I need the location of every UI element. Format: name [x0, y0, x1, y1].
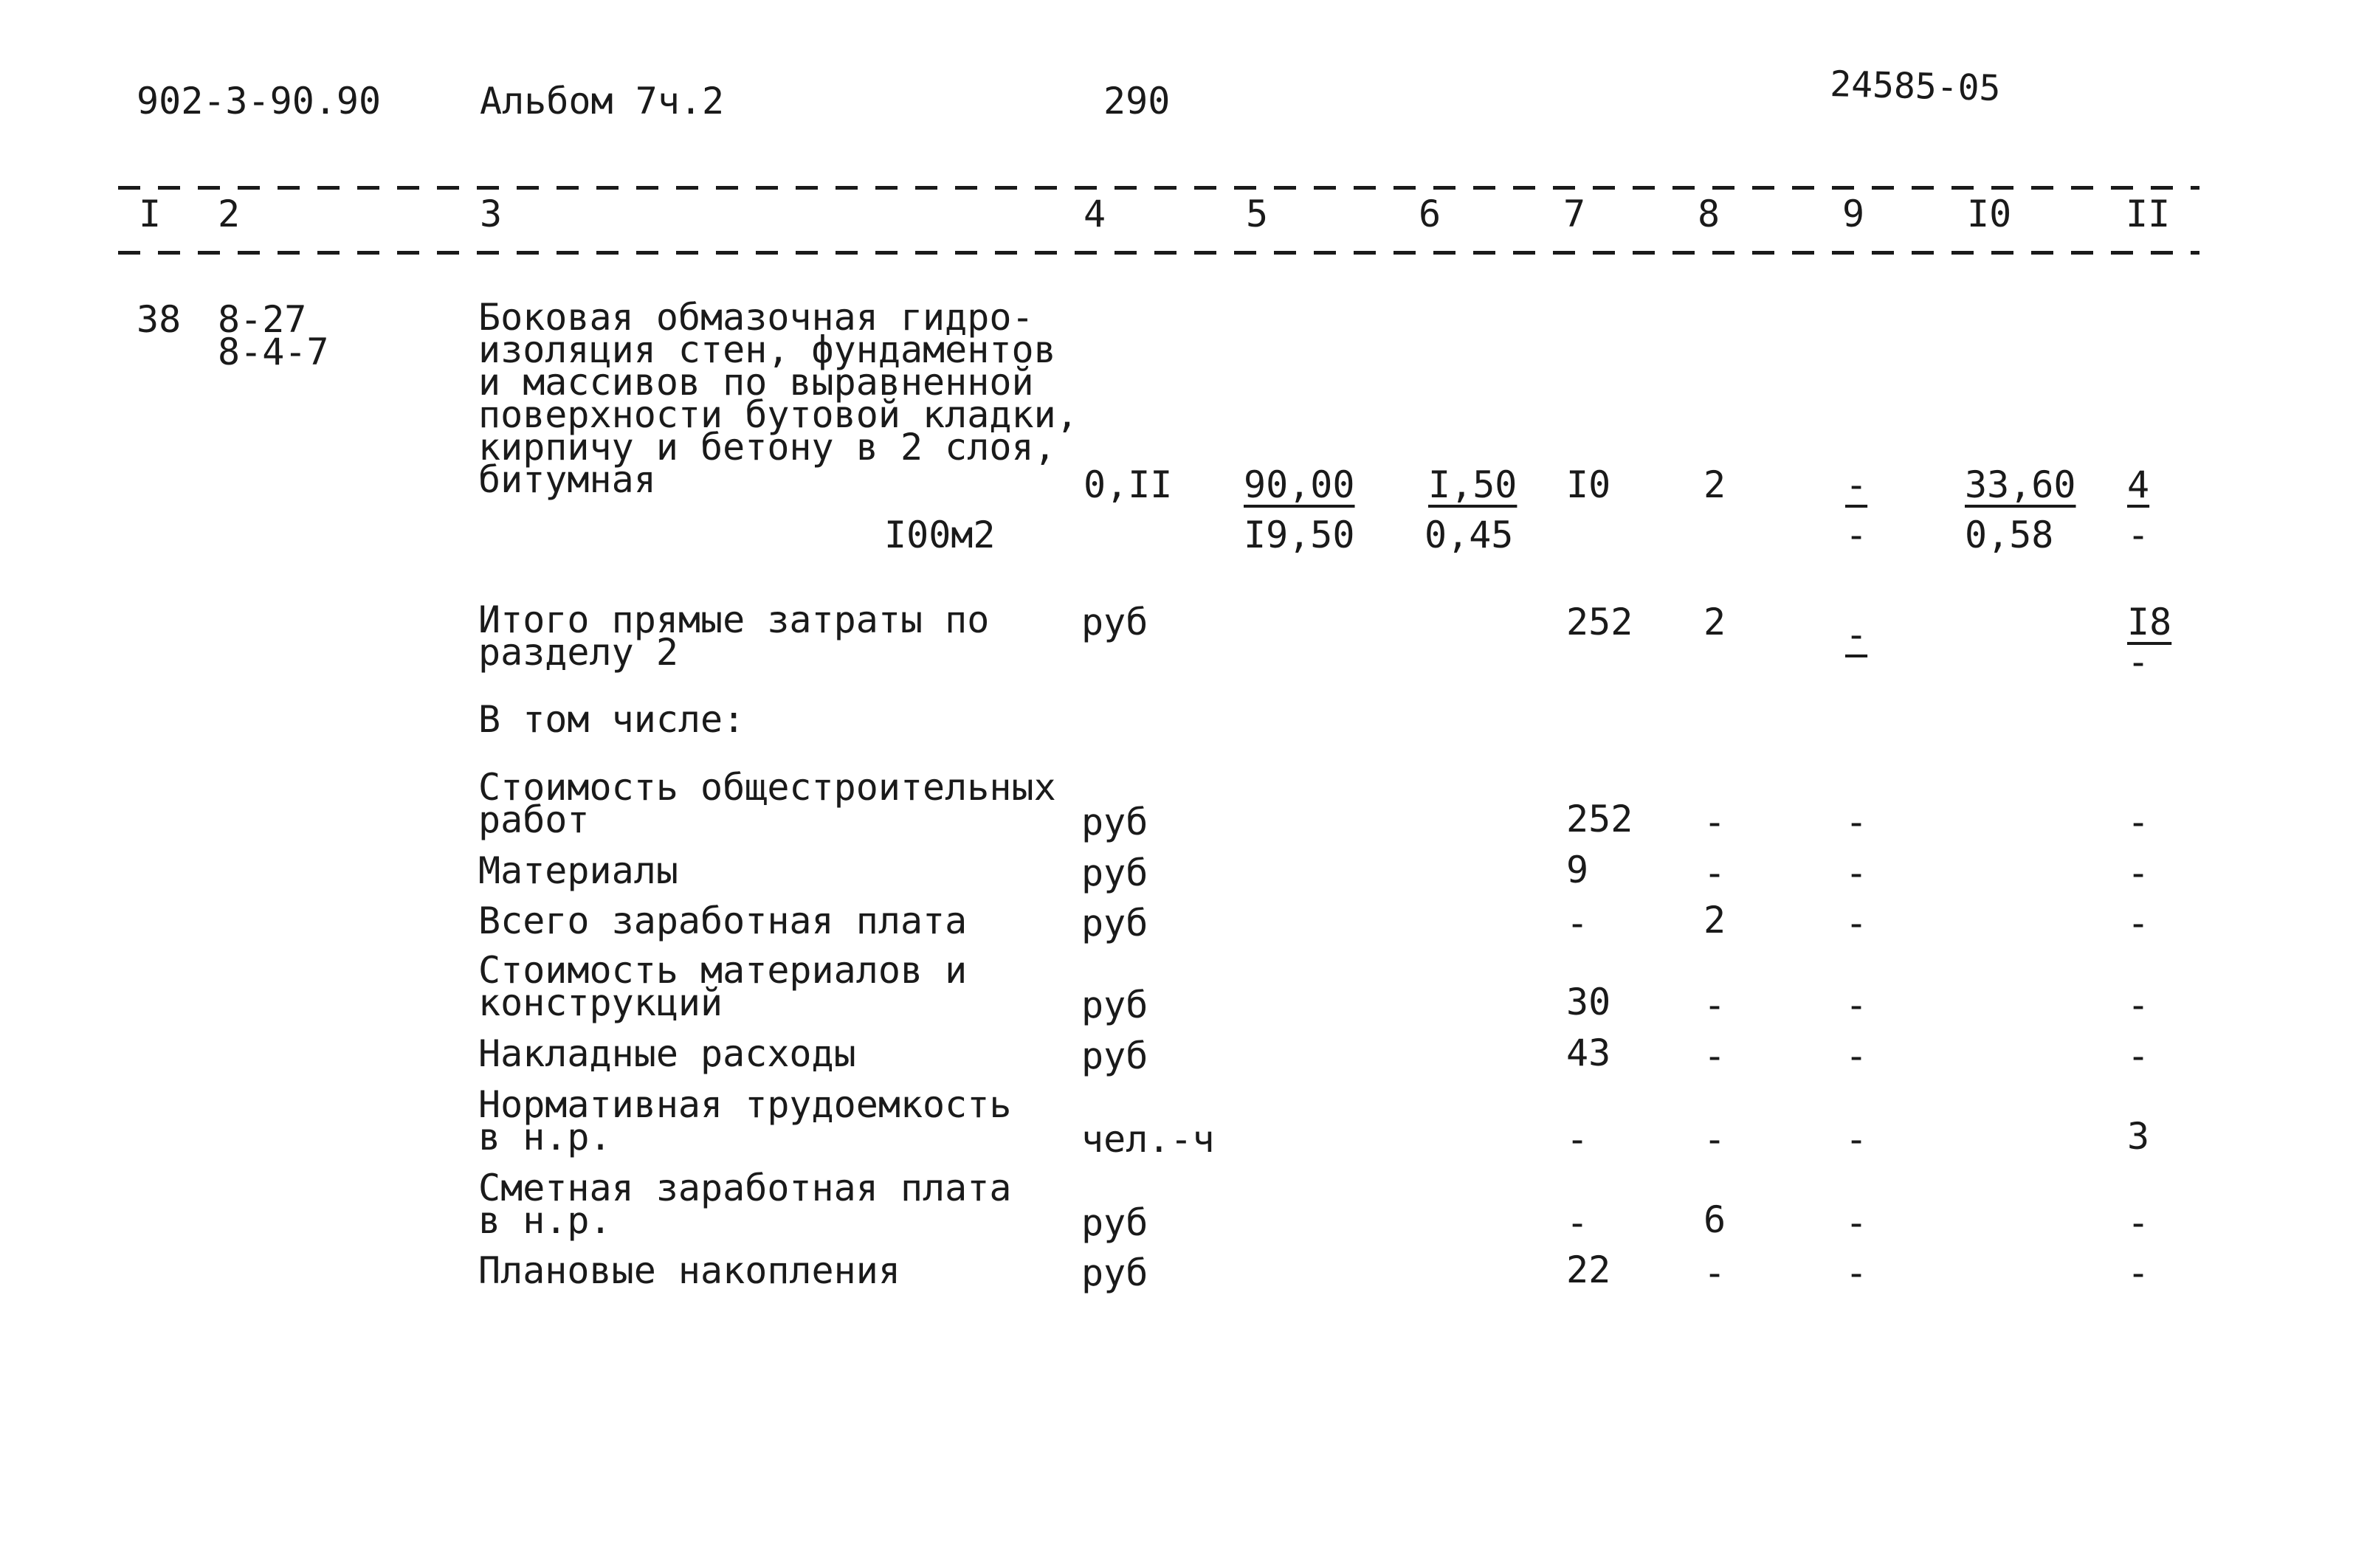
breakdown-row-col7: 22 — [1566, 1248, 1611, 1291]
item-col7: I0 — [1566, 463, 1611, 506]
item-col9-bottom: - — [1845, 514, 1868, 556]
breakdown-row-col8: 2 — [1703, 899, 1726, 942]
item-col6-top: I,50 — [1428, 463, 1517, 506]
breakdown-row-unit: руб — [1081, 1035, 1148, 1077]
breakdown-row-col9: - — [1845, 984, 1868, 1026]
total-col11-top: I8 — [2127, 601, 2172, 643]
breakdown-row-label: Нормативная трудоемкость в н.р. — [478, 1083, 1012, 1158]
breakdown-row-col7: 43 — [1566, 1032, 1611, 1074]
breakdown-row-col11: - — [2127, 1201, 2150, 1244]
column-header-5: 5 — [1246, 193, 1269, 235]
header-rule-bottom — [118, 251, 2199, 255]
item-code-bottom: 8-4-7 — [218, 331, 329, 373]
document-code: 902-3-90.90 — [137, 80, 382, 122]
breakdown-row-col8: - — [1703, 1251, 1726, 1294]
breakdown-row-unit: руб — [1081, 902, 1148, 944]
breakdown-row-label: Сметная заработная плата в н.р. — [478, 1167, 1012, 1242]
breakdown-row-col7: - — [1566, 1201, 1589, 1244]
breakdown-row-col9: - — [1845, 1035, 1868, 1077]
breakdown-row-col8: - — [1703, 801, 1726, 843]
column-header-10: I0 — [1967, 193, 2012, 235]
breakdown-row-label: Стоимость материалов и конструкций — [478, 949, 968, 1024]
breakdown-row-col11: - — [2127, 1251, 2150, 1294]
breakdown-row-col11: - — [2127, 801, 2150, 843]
column-header-6: 6 — [1419, 193, 1441, 235]
item-col11-top: 4 — [2127, 463, 2150, 506]
breakdown-row-col11: - — [2127, 1035, 2150, 1077]
item-col5-bottom: I9,50 — [1244, 514, 1355, 556]
total-col9: - — [1845, 613, 1868, 656]
item-col11-bottom: - — [2127, 514, 2150, 556]
column-header-9: 9 — [1842, 193, 1865, 235]
breakdown-row-col7: - — [1566, 902, 1589, 944]
breakdown-row-col9: - — [1845, 852, 1868, 894]
column-header-8: 8 — [1698, 193, 1720, 235]
column-header-1: I — [139, 193, 162, 235]
item-number: 38 — [137, 298, 182, 341]
album-label: Альбом 7ч.2 — [480, 80, 725, 122]
item-col9-top: - — [1845, 463, 1868, 506]
total-col7: 252 — [1566, 601, 1633, 643]
column-header-4: 4 — [1084, 193, 1106, 235]
breakdown-row-unit: руб — [1081, 1201, 1148, 1244]
breakdown-row-col11: - — [2127, 984, 2150, 1026]
breakdown-row-col9: - — [1845, 1251, 1868, 1294]
breakdown-row-col8: - — [1703, 852, 1726, 894]
column-header-2: 2 — [218, 193, 241, 235]
item-quantity: 0,II — [1084, 463, 1173, 506]
breakdown-row-col9: - — [1845, 1201, 1868, 1244]
breakdown-row-col9: - — [1845, 1118, 1868, 1161]
item-col6-bottom: 0,45 — [1424, 514, 1514, 556]
breakdown-row-label: Всего заработная плата — [478, 899, 968, 942]
page-number: 290 — [1103, 80, 1171, 122]
breakdown-row-label: Накладные расходы — [478, 1032, 856, 1075]
breakdown-row-col7: 9 — [1566, 849, 1589, 891]
item-description: Боковая обмазочная гидро- изоляция стен, фундаментов и массивов по выравненной поверхности бутовой кладки, кирпичу и бетону в 2 слоя, битумная — [478, 296, 1078, 501]
breakdown-row-unit: руб — [1081, 984, 1148, 1026]
breakdown-row-unit: руб — [1081, 1251, 1148, 1294]
breakdown-row-col9: - — [1845, 902, 1868, 944]
item-col8: 2 — [1703, 463, 1726, 506]
breakdown-row-col7: 252 — [1566, 798, 1633, 840]
breakdown-row-col8: - — [1703, 1035, 1726, 1077]
column-header-11: II — [2126, 193, 2171, 235]
breakdown-row-unit: руб — [1081, 801, 1148, 843]
breakdown-row-label: Материалы — [478, 849, 678, 892]
breakdown-row-col8: 6 — [1703, 1198, 1726, 1241]
item-col10-top: 33,60 — [1965, 463, 2076, 506]
inventory-stamp: 24585-05 — [1829, 63, 2002, 110]
breakdown-row-col8: - — [1703, 1118, 1726, 1161]
breakdown-row-col9: - — [1845, 801, 1868, 843]
breakdown-row-label: Плановые накопления — [478, 1249, 900, 1292]
breakdown-row-col11: - — [2127, 852, 2150, 894]
item-col10-bottom: 0,58 — [1965, 514, 2054, 556]
breakdown-row-col7: 30 — [1566, 981, 1611, 1023]
breakdown-row-col7: - — [1566, 1118, 1589, 1161]
column-header-3: 3 — [480, 193, 503, 235]
breakdown-row-unit: руб — [1081, 852, 1148, 894]
total-unit: руб — [1081, 601, 1148, 643]
including-label: В том числе: — [478, 698, 745, 741]
header-rule-top — [118, 186, 2199, 190]
breakdown-row-col11: - — [2127, 902, 2150, 944]
total-label: Итого прямые затраты по разделу 2 — [478, 598, 990, 674]
item-unit: I00м2 — [884, 514, 996, 556]
breakdown-row-col8: - — [1703, 984, 1726, 1026]
column-header-7: 7 — [1563, 193, 1586, 235]
item-col5-top: 90,00 — [1244, 463, 1355, 506]
total-col8: 2 — [1703, 601, 1726, 643]
breakdown-row-col11: 3 — [2127, 1115, 2150, 1158]
total-col11-bottom: - — [2127, 640, 2150, 683]
breakdown-row-unit: чел.-ч — [1081, 1118, 1215, 1161]
item-code-top: 8-27 — [218, 298, 307, 341]
breakdown-row-label: Стоимость общестроительных работ — [478, 766, 1056, 841]
